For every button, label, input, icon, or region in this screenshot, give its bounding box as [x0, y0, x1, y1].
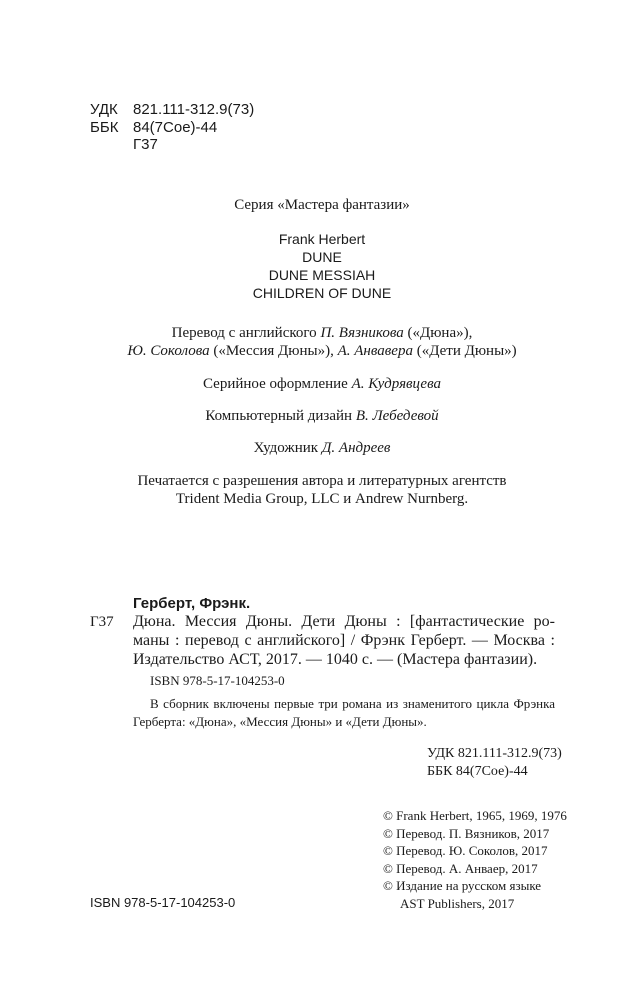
copyright-translation-2: © Перевод. Ю. Соколов, 2017 [383, 843, 548, 858]
copyright-author: © Frank Herbert, 1965, 1969, 1976 [383, 808, 567, 823]
catalog-isbn: ISBN 978-5-17-104253-0 [150, 673, 285, 688]
catalog-line-2: маны : перевод с английского] / Фрэнк Герберт. — Москва : [133, 632, 555, 649]
translation-prefix: Перевод с английского [171, 325, 321, 341]
original-author: Frank Herbert [278, 231, 366, 247]
translator-1: П. Вязникова [320, 325, 404, 341]
original-title-3: CHILDREN OF DUNE [252, 285, 392, 301]
permission-line-1: Печатается с разрешения автора и литературных агентств [137, 473, 507, 489]
bbk-value: 84(7Сое)-44 [133, 119, 218, 136]
catalog-author: Герберт, Фрэнк. [133, 595, 251, 612]
copyright-publisher: AST Publishers, 2017 [400, 896, 515, 911]
footer-isbn: ISBN 978-5-17-104253-0 [90, 895, 236, 910]
series-design-label: Серийное оформление [202, 376, 352, 392]
original-title-1: DUNE [302, 249, 342, 265]
series-line: Серия «Мастера фантазии» [234, 197, 410, 213]
artist-name: Д. Андреев [321, 440, 391, 456]
artist-label: Художник [253, 440, 322, 456]
copyright-translation-1: © Перевод. П. Вязников, 2017 [383, 826, 550, 841]
translation-book-2: («Мессия Дюны»), [209, 343, 338, 359]
catalog-heading [133, 595, 250, 612]
copyright-edition: © Издание на русском языке [383, 878, 542, 893]
udk-label: УДК [90, 101, 118, 118]
author-mark: Г37 [133, 136, 158, 153]
translation-line-1 [0, 325, 644, 342]
series-designer: А. Кудрявцева [351, 376, 442, 392]
bbk-label: ББК [90, 119, 119, 136]
translator-2: Ю. Соколова [127, 343, 210, 359]
catalog-line-1: Дюна. Мессия Дюны. Дети Дюны : [фантастические ро- [133, 613, 555, 630]
permission-line-2: Trident Media Group, LLC и Andrew Nurnberg. [175, 491, 469, 507]
computer-design-label: Компьютерный дизайн [205, 408, 356, 424]
catalog-line-3: Издательство АСТ, 2017. — 1040 с. — (Мастера фантазии). [133, 651, 538, 668]
artist-line [0, 440, 644, 457]
annotation-line-1: В сборник включены первые три романа из знаменитого цикла Фрэнка [150, 696, 555, 711]
catalog-bbk: ББК 84(7Сое)-44 [427, 764, 528, 779]
copyright-translation-3: © Перевод. А. Анваер, 2017 [383, 861, 538, 876]
series-design-line [0, 376, 644, 393]
annotation-line-2: Герберта: «Дюна», «Мессия Дюны» и «Дети Дюны». [133, 714, 427, 729]
catalog-udk: УДК 821.111-312.9(73) [427, 746, 562, 761]
computer-design-line [0, 408, 644, 425]
computer-designer: В. Лебедевой [355, 408, 439, 424]
translation-book-3: («Дети Дюны») [412, 343, 517, 359]
translation-book-1: («Дюна»), [403, 325, 473, 341]
catalog-mark: Г37 [90, 614, 114, 630]
original-title-2: DUNE MESSIAH [268, 267, 376, 283]
translation-line-2 [0, 343, 644, 360]
udk-value: 821.111-312.9(73) [133, 101, 255, 118]
translator-3: А. Анвавера [337, 343, 413, 359]
